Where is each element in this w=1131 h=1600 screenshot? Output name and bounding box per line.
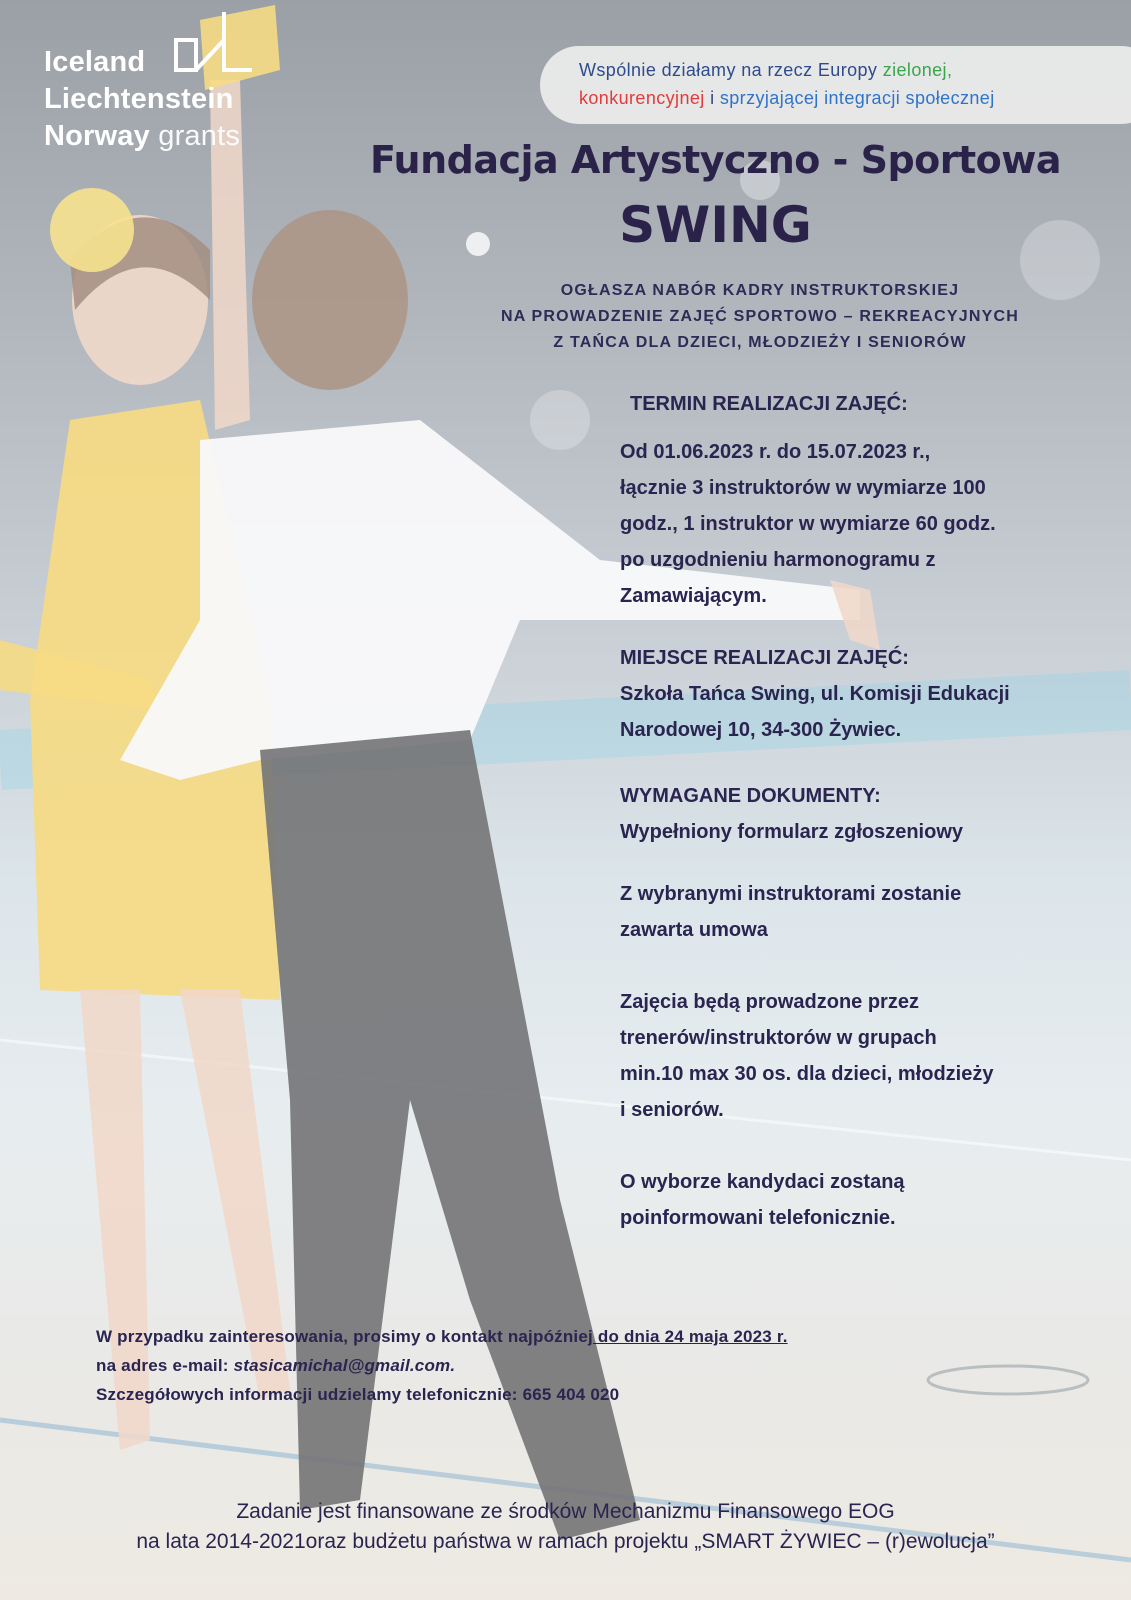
tagline-line2 — [579, 84, 995, 112]
place-line1: Szkoła Tańca Swing, ul. Komisji Edukacji — [620, 683, 1010, 705]
tagline-text — [579, 56, 995, 112]
groups-line1: Zajęcia będą prowadzone przez — [620, 991, 919, 1013]
announcement-line3: Z TAŃCA DLA DZIECI, MŁODZIEŻY I SENIORÓW — [553, 334, 967, 351]
tagline-blue: sprzyjającej integracji społecznej — [719, 88, 995, 108]
contact-deadline-date: do dnia 24 maja 2023 r. — [592, 1327, 788, 1346]
announcement-line2: NA PROWADZENIE ZAJĘĆ SPORTOWO – REKREACYJNYCH — [500, 308, 1020, 325]
tagline-mid: i — [704, 88, 720, 108]
contract-info — [620, 876, 961, 948]
contact-deadline-intro: W przypadku zainteresowania, prosimy o kontakt najpóźniej — [96, 1327, 593, 1346]
documents-line: Wypełniony formularz zgłoszeniowy — [620, 821, 964, 843]
groups-line3: min.10 max 30 os. dla dzieci, młodzieży — [620, 1063, 994, 1085]
foundation-title: Fundacja Artystyczno - Sportowa — [369, 138, 1062, 182]
swing-title: SWING — [619, 196, 812, 254]
contact-line2 — [96, 1351, 788, 1380]
contact-block — [96, 1322, 788, 1409]
logo-norway: Norway — [44, 120, 150, 152]
contract-line1: Z wybranymi instruktorami zostanie — [620, 883, 962, 905]
logo-line-liechtenstein: Liechtenstein — [44, 83, 234, 115]
selection-info — [620, 1164, 905, 1236]
term-line1: Od 01.06.2023 r. do 15.07.2023 r., — [620, 441, 931, 463]
logo-grants: grants — [158, 120, 241, 152]
tagline-line1 — [579, 56, 995, 84]
term-line3: godz., 1 instruktor w wymiarze 60 godz. — [620, 513, 996, 535]
contract-line2: zawarta umowa — [620, 919, 768, 941]
funding-footer — [0, 1497, 1131, 1557]
contact-email-link[interactable]: stasicamichal@gmail.com. — [233, 1356, 456, 1375]
tagline-red: konkurencyjnej — [579, 88, 705, 108]
term-details — [620, 434, 996, 614]
tagline-part1: Wspólnie działamy na rzecz Europy — [579, 60, 883, 80]
place-heading: MIEJSCE REALIZACJI ZAJĘĆ: — [620, 647, 909, 669]
logo-line-iceland: Iceland — [44, 46, 146, 78]
contact-email-label: na adres e-mail: — [96, 1356, 234, 1375]
choice-line2: poinformowani telefonicznie. — [620, 1207, 896, 1229]
contact-line1 — [96, 1322, 788, 1351]
term-line2: łącznie 3 instruktorów w wymiarze 100 — [620, 477, 986, 499]
documents-heading: WYMAGANE DOKUMENTY: — [620, 785, 881, 807]
tagline-green: zielonej, — [882, 60, 953, 80]
groups-line4: i seniorów. — [620, 1099, 724, 1121]
term-line4: po uzgodnieniu harmonogramu z — [620, 549, 936, 571]
place-line2: Narodowej 10, 34-300 Żywiec. — [620, 719, 902, 741]
term-line5: Zamawiającym. — [620, 585, 767, 607]
term-heading: TERMIN REALIZACJI ZAJĘĆ: — [630, 393, 908, 415]
groups-info — [620, 984, 993, 1128]
footer-line2: na lata 2014-2021oraz budżetu państwa w ramach projektu „SMART ŻYWIEC – (r)ewolucja” — [136, 1530, 995, 1553]
footer-line1: Zadanie jest finansowane ze środków Mechanizmu Finansowego EOG — [236, 1500, 895, 1523]
logo-line-norway — [44, 118, 240, 155]
choice-line1: O wyborze kandydaci zostaną — [620, 1171, 905, 1193]
grants-logo-icon — [174, 10, 254, 80]
contact-phone-line: Szczegółowych informacji udzielamy telefonicznie: 665 404 020 — [96, 1385, 620, 1404]
groups-line2: trenerów/instruktorów w grupach — [620, 1027, 937, 1049]
place-details — [620, 676, 1010, 748]
announcement-line1: OGŁASZA NABÓR KADRY INSTRUKTORSKIEJ — [560, 282, 960, 299]
announcement — [420, 278, 1100, 356]
